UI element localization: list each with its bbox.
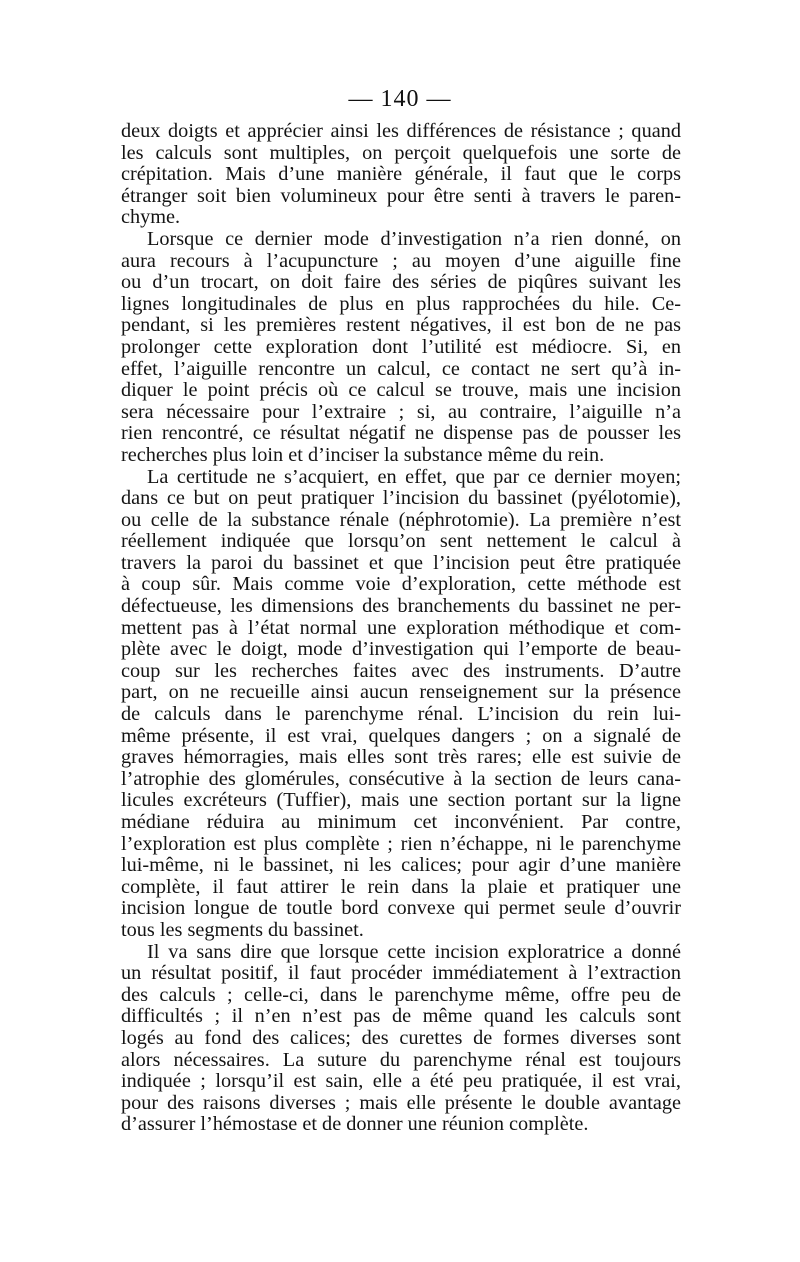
text-line: de calculs dans le parenchyme rénal. L’incision du rein lui- bbox=[121, 703, 681, 726]
paragraph bbox=[121, 942, 681, 1136]
paragraph bbox=[121, 467, 681, 942]
text-line: pendant, si les premières restent négatives, il est bon de ne pas bbox=[121, 314, 681, 337]
text-line: même présente, il est vrai, quelques dangers ; on a signalé de bbox=[121, 724, 681, 747]
text-line: défectueuse, les dimensions des branchements du bassinet ne per- bbox=[121, 595, 681, 618]
text-line: ou celle de la substance rénale (néphrotomie). La première n’est bbox=[121, 508, 681, 531]
text-line: deux doigts et apprécier ainsi les différences de résistance ; quand bbox=[121, 120, 681, 142]
text-line: effet, l’aiguille rencontre un calcul, ce contact ne sert qu’à in- bbox=[121, 357, 681, 380]
text-line: incision longue de toutle bord convexe qui permet seule d’ouvrir bbox=[121, 897, 681, 920]
paragraph bbox=[121, 121, 681, 229]
text-line: dans ce but on peut pratiquer l’incision du bassinet (pyélotomie), bbox=[121, 487, 681, 510]
text-line: ou d’un trocart, on doit faire des séries de piqûres suivant les bbox=[121, 271, 681, 294]
text-line: logés au fond des calices; des curettes de formes diverses sont bbox=[121, 1026, 681, 1049]
text-line: Lorsque ce dernier mode d’investigation n’a rien donné, on bbox=[147, 227, 681, 250]
text-line: les calculs sont multiples, on perçoit quelquefois une sorte de bbox=[121, 141, 681, 164]
text-line: graves hémorragies, mais elles sont très rares; elle est suivie de bbox=[121, 746, 681, 769]
text-line: rien rencontré, ce résultat négatif ne dispense pas de pousser les bbox=[121, 422, 681, 445]
text-line: l’exploration est plus complète ; rien n’échappe, ni le parenchyme bbox=[121, 832, 681, 855]
text-line: un résultat positif, il faut procéder immédiatement à l’extraction bbox=[121, 962, 681, 985]
text-line: indiquée ; lorsqu’il est sain, elle a été peu pratiquée, il est vrai, bbox=[121, 1070, 681, 1093]
text-line: mettent pas à l’état normal une exploration méthodique et com- bbox=[121, 616, 681, 639]
text-line: des calculs ; celle-ci, dans le parenchyme même, offre peu de bbox=[121, 983, 681, 1006]
text-line: alors nécessaires. La suture du parenchyme rénal est toujours bbox=[121, 1048, 681, 1071]
text-line: médiane réduira au minimum cet inconvénient. Par contre, bbox=[121, 811, 681, 833]
text-line: licules excréteurs (Tuffier), mais une section portant sur la ligne bbox=[121, 789, 681, 812]
text-line: lignes longitudinales de plus en plus rapprochées du hile. Ce- bbox=[121, 292, 681, 315]
text-line: recherches plus loin et d’inciser la substance même du rein. bbox=[121, 443, 605, 466]
text-line: travers la paroi du bassinet et que l’incision peut être pratiquée bbox=[121, 551, 681, 574]
text-line: Il va sans dire que lorsque cette incision exploratrice a donné bbox=[147, 940, 681, 963]
text-line: pour des raisons diverses ; mais elle présente le double avantage bbox=[121, 1091, 681, 1114]
text-line: prolonger cette exploration dont l’utilité est médiocre. Si, en bbox=[121, 335, 681, 358]
text-line: aura recours à l’acupuncture ; au moyen d’une aiguille fine bbox=[121, 249, 681, 272]
text-line: l’atrophie des glomérules, consécutive à la section de leurs cana- bbox=[121, 767, 681, 790]
text-line: difficultés ; il n’en n’est pas de même quand les calculs sont bbox=[121, 1005, 681, 1028]
text-line: La certitude ne s’acquiert, en effet, que par ce dernier moyen; bbox=[147, 465, 681, 488]
text-line: lui-même, ni le bassinet, ni les calices; pour agir d’une manière bbox=[121, 854, 681, 877]
text-line: étranger soit bien volumineux pour être senti à travers le paren- bbox=[121, 184, 681, 207]
text-line: plète avec le doigt, mode d’investigation qui l’emporte de beau- bbox=[121, 638, 681, 661]
text-line: sera nécessaire pour l’extraire ; si, au contraire, l’aiguille n’a bbox=[121, 400, 681, 423]
text-line: crépitation. Mais d’une manière générale, il faut que le corps bbox=[121, 163, 681, 186]
text-line: tous les segments du bassinet. bbox=[121, 918, 364, 941]
text-line: réellement indiquée que lorsqu’on sent nettement le calcul à bbox=[121, 530, 681, 553]
body-text bbox=[121, 121, 681, 1136]
text-line: d’assurer l’hémostase et de donner une réunion complète. bbox=[121, 1113, 589, 1136]
paragraph bbox=[121, 229, 681, 467]
text-line: à coup sûr. Mais comme voie d’exploration, cette méthode est bbox=[121, 573, 681, 596]
text-line: part, on ne recueille ainsi aucun renseignement sur la présence bbox=[121, 681, 681, 704]
text-line: complète, il faut attirer le rein dans la plaie et pratiquer une bbox=[121, 875, 681, 898]
text-line: chyme. bbox=[121, 206, 181, 229]
text-line: coup sur les recherches faites avec des instruments. D’autre bbox=[121, 659, 681, 682]
page-number: — 140 — bbox=[348, 86, 452, 112]
text-line: diquer le point précis où ce calcul se trouve, mais une incision bbox=[121, 379, 681, 402]
